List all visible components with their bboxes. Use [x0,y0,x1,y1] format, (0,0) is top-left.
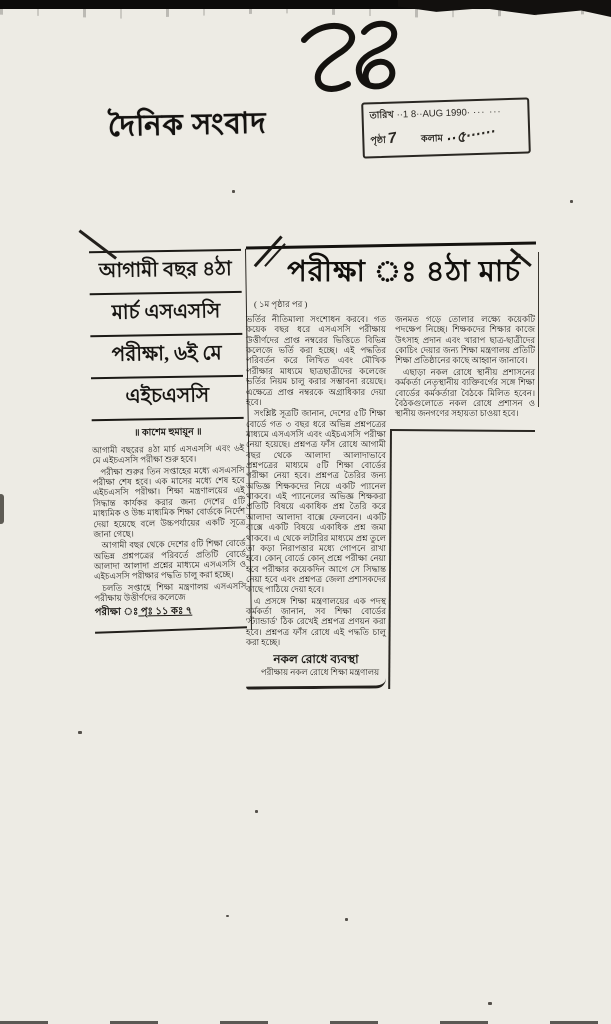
col1-paragraph-1: ভর্তির নীতিমালা সংশোধন করবে। গত কয়েক বছর ধরে এসএসসি পরীক্ষায় উত্তীর্ণদের প্রাপ্ত নম্বরের ভিত্তিতে বিভিন্ন কলেজে ভর্তি করা হচ্ছে। এই পদ্ধতির পরিবর্তন করে লিখিত এবং মৌখিক পরীক্ষার মাধ্যমে ছাত্রছাত্রীদের কলেজে ভর্তির নিয়ম চালু করার সম্ভাবনা রয়েছে। এক্ষেত্রে প্রাপ্ত নম্বরকে অগ্রাধিকার দেয়া হবে। [246,314,386,407]
jump-word: পরীক্ষা [94,607,121,619]
stamp-date-value: ··1 8··AUG 1990· [396,107,471,121]
headline-line-4: এইচএসসি [91,377,244,421]
col1-last-line: পরীক্ষায় নকল রোধে শিক্ষা মন্ত্রণালয় [260,667,380,678]
scan-speck [78,731,82,734]
left-clipping-bottom-cut-line [95,623,247,635]
left-paragraph-3: আগামী বছর থেকে দেশের ৫টি শিক্ষা বোর্ডে অভিন্ন প্রশ্নপত্রের পরিবর্তে প্রতিটি বোর্ডে আলাদা আলাদা প্রশ্নের মাধ্যমে এসএসসি ও এইচএসসি পরীক্ষার পদ্ধতি চালু করা হচ্ছে। [93,538,247,582]
stamp-page-label: পৃষ্ঠা [370,134,386,147]
stamp-date-label: তারিখ [369,109,394,122]
left-clipping-headline [89,249,244,421]
stamp-page-value-handwritten: 7 [387,129,399,148]
left-paragraph-4: চলতি সপ্তাহে শিক্ষা মন্ত্রণালয় এসএসসি পরীক্ষায় উত্তীর্ণদের কলেজে [94,580,247,604]
right-clipping-columns [246,314,536,689]
col2-paragraph-1: জনমত গড়ে তোলার লক্ষ্যে কয়েকটি পদক্ষেপ নিচ্ছে। শিক্ষকদের শিক্ষার কাজে উৎসাহ প্রদান এবং খারাপ ছাত্র-ছাত্রীদের কোচিং দেয়ার জন্য শিক্ষা মন্ত্রণালয় প্রতিটি শিক্ষা প্রতিষ্ঠানের কাছে আহ্বান জানাবে। [395,314,535,366]
scan-left-smudge [0,494,4,524]
column2-cut-edge-area [388,429,535,690]
handwritten-number-text [408,18,409,19]
right-clipping-column-2 [395,314,535,689]
column1-subhead: নকল রোধে ব্যবস্থা [273,651,359,666]
headline-line-1: আগামী বছর ৪ঠা [89,251,242,295]
headline-line-2: মার্চ এসএসসি [90,293,243,337]
col1-paragraph-2: সংশ্লিষ্ট সূত্রটি জানান, দেশের ৫টি শিক্ষা বোর্ডে গত ৩ বছর ধরে অভিন্ন প্রশ্নপত্রের মাধ্যমে এসএসসি এবং এইচএসসি পরীক্ষা নেয়া হয়েছে। প্রশ্নপত্র ফাঁস রোধে আগামী বছর থেকে আলাদা আলাদাভাবে প্রশ্নপত্রের মাধ্যমে ৫টি শিক্ষা বোর্ডের পরীক্ষা নেয়া হবে। প্রশ্নপত্র তৈরির জন্য অভিজ্ঞ শিক্ষকদের নিয়ে একটি প্যানেল থাকবে। এই প্যানেলের অভিজ্ঞ শিক্ষকরা প্রতিটি বিষয়ে একাধিক প্রশ্ন তৈরি করে আলাদা আলাদা বাক্সে ফেলবেন। একটি বাক্সে একটি বিষয়ে একাধিক প্রশ্ন জমা থাকবে। এ থেকে লটারির মাধ্যমে প্রশ্ন তুলে তা কড়া নিরাপত্তার মধ্যে গোপনে রাখা হবে। কোন্ বোর্ডে কোন্ প্রশ্নে পরীক্ষা নেয়া হবে পরীক্ষার কয়েকদিন আগে সে সিদ্ধান্ত নেয়া হবে এবং প্রশ্নপত্র জেলা প্রশাসকদের কাছে পাঠিয়ে দেয়া হবে। [246,408,386,595]
scan-speck [232,190,235,193]
masthead-title: দৈনিক সংবাদ [107,107,267,143]
scan-speck [570,200,573,203]
stamp-column-value-handwritten: ··৫······ [444,123,497,149]
archive-date-stamp [361,97,531,158]
scan-speck [345,918,348,921]
stamp-date-dots: ··· ··· [472,106,502,119]
left-paragraph-1: আগামী বছরের ৪ঠা মার্চ এসএসসি এবং ৬ই মে এইচএসসি পরীক্ষা শুরু হবে। [92,442,245,466]
right-clipping-column-1 [246,314,386,689]
col1-paragraph-3: এ প্রসঙ্গে শিক্ষা মন্ত্রণালয়ের এক পদস্থ কর্মকর্তা জানান, সব শিক্ষা বোর্ডের 'স্ট্যান্ডার্ড' ঠিক রেখেই প্রশ্নপত্র প্রণয়ন করা হবে। প্রশ্নপত্র ফাঁস রোধে এই পদ্ধতি চালু করা হচ্ছে। [246,595,386,648]
headline-line-3: পরীক্ষা, ৬ই মে [90,335,243,379]
jump-reference: ঃ পৃঃ ১১ কঃ ৭ [138,606,193,618]
continuation-note: ( ১ম পৃষ্ঠার পর ) [254,299,308,309]
left-paragraph-2: পরীক্ষা শুরুর তিন সপ্তাহের মধ্যে এসএসসি পরীক্ষা শেষ হবে। এক মাসের মধ্যে শেষ হবে এইচএসসি পরীক্ষা। শিক্ষা মন্ত্রণালয়ের এই সিদ্ধান্ত কার্যকর করার জন্য দেশের ৫টি মাধ্যমিক ও উচ্চ মাধ্যমিক শিক্ষা বোর্ডকে নির্দেশ দেয়া হয়েছে বলে উচ্চপর্যায়ের একটি সূত্রে জানা গেছে। [92,464,246,540]
col2-paragraph-2: এছাড়া নকল রোধে স্থানীয় প্রশাসনের কর্মকর্তা নেতৃস্থানীয় ব্যক্তিবর্গের সঙ্গে শিক্ষা বোর্ডের কর্মকর্তারা বৈঠকে মিলিত হবেন। বৈঠকগুলোতে নকল রোধে প্রশাসন ও স্থানীয় জনগণের সহায়তা চাওয়া হবে। [395,366,535,419]
handwritten-number-strokes [298,18,408,100]
right-clipping-edge-line [538,252,540,407]
left-clipping-body [92,443,246,604]
scan-speck [255,810,258,813]
right-news-clipping [246,244,536,689]
jump-reference-line [95,603,247,622]
byline: ॥ কাশেম হুমায়ূন ॥ [134,427,202,439]
stamp-column-label: কলাম [420,133,444,145]
stamp-page-column-row [370,121,523,154]
column1-bottom-cut-line [246,679,386,690]
scan-speck [488,1002,492,1005]
left-news-clipping [89,249,252,633]
scan-speck [226,915,229,917]
handwritten-page-number [298,18,408,100]
right-clipping-headline: পরীক্ষা ঃ ৪ঠা মার্চ [287,256,521,288]
